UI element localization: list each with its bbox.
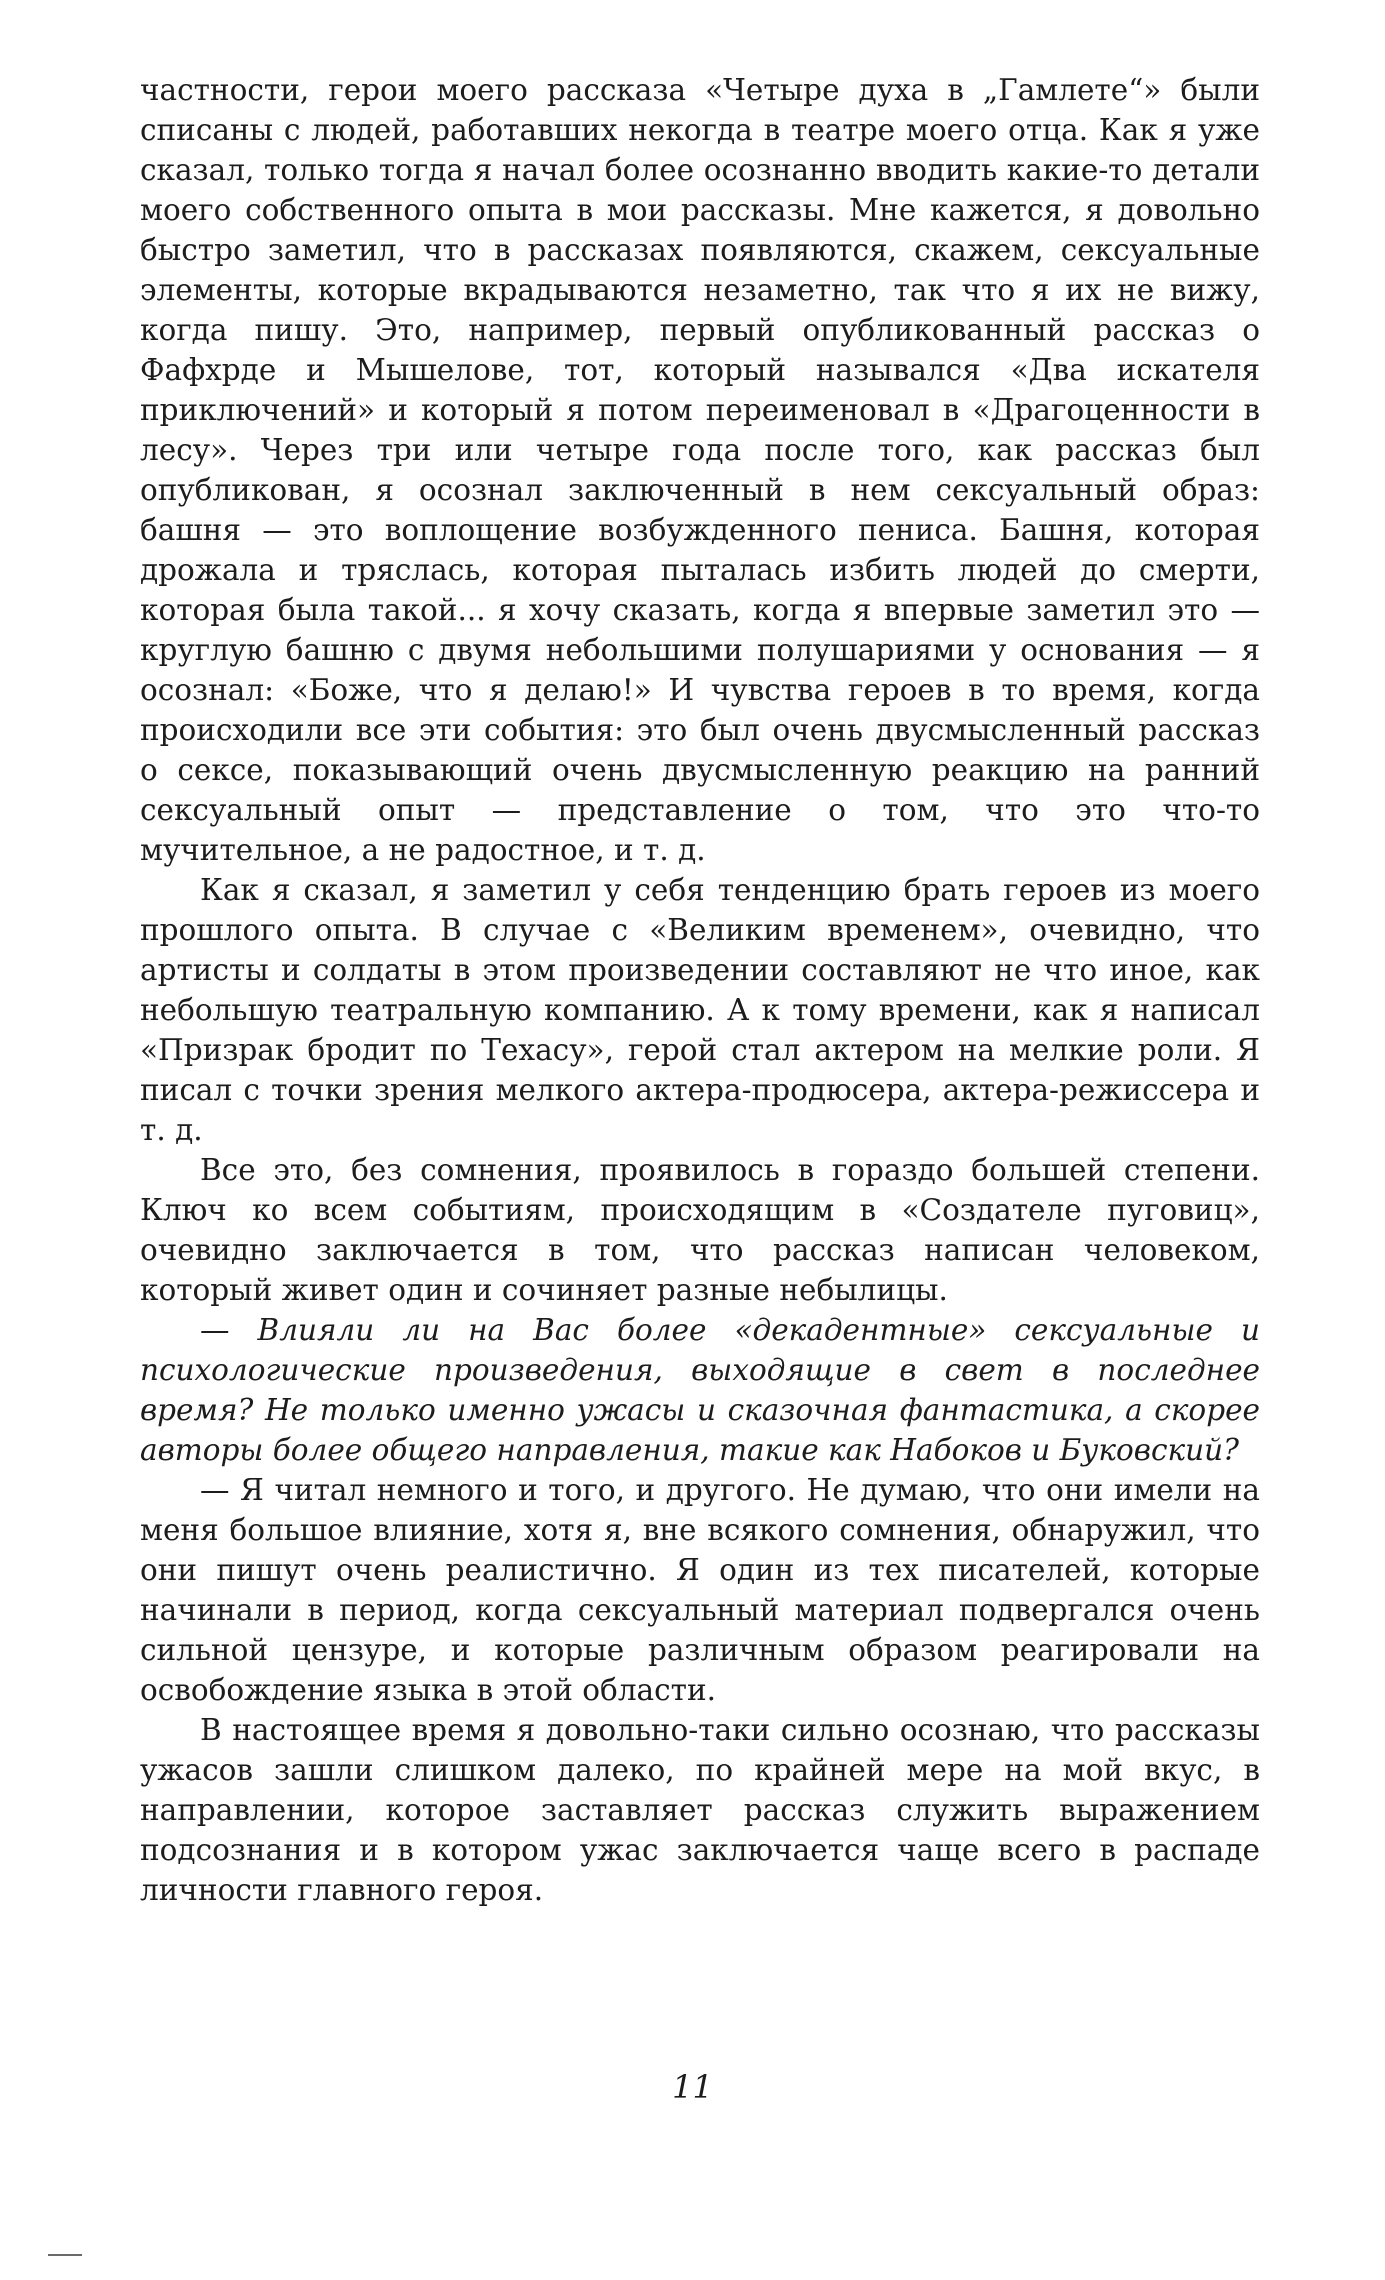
scan-edge-mark [48,2254,82,2256]
paragraph: Все это, без сомнения, проявилось в гораздо большей степени. Ключ ко всем событиям, происходящим в «Создателе пуговиц», очевидно заключается в том, что рассказ написан человеком, который живет один и сочиняет разные небылицы. [140,1153,1260,1307]
page-body [140,70,1260,1910]
page-number: 11 [672,2068,713,2106]
paragraph: Как я сказал, я заметил у себя тенденцию брать героев из моего прошлого опыта. В случае с «Великим временем», очевидно, что артисты и солдаты в этом произведении составляют не что иное, как небольшую театральную компанию. А к тому времени, как я написал «Призрак бродит по Техасу», герой стал актером на мелкие роли. Я писал с точки зрения мелкого актера-продюсера, актера-режиссера и т. д. [140,873,1260,1147]
interview-question: — Влияли ли на Вас более «декадентные» сексуальные и психологические произведения, выходящие в свет в последнее время? Не только именно ужасы и сказочная фантастика, а скорее авторы более общего направления, такие как Набоков и Буковский? [140,1313,1260,1467]
paragraph-continuation: частности, герои моего рассказа «Четыре духа в „Гамлете“» были списаны с людей, работавших некогда в театре моего отца. Как я уже сказал, только тогда я начал более осознанно вводить какие-то детали моего собственного опыта в мои рассказы. Мне кажется, я довольно быстро заметил, что в рассказах появляются, скажем, сексуальные элементы, которые вкрадываются незаметно, так что я их не вижу, когда пишу. Это, например, первый опубликованный рассказ о Фафхрде и Мышелове, тот, который назывался «Два искателя приключений» и который я потом переименовал в «Драгоценности в лесу». Через три или четыре года после того, как рассказ был опубликован, я осознал заключенный в нем сексуальный образ: башня — это воплощение возбужденного пениса. Башня, которая дрожала и тряслась, которая пыталась избить людей до смерти, которая была такой... я хочу сказать, когда я впервые заметил это — круглую башню с двумя небольшими полушариями у основания — я осознал: «Боже, что я делаю!» И чувства героев в то время, когда происходили все эти события: это был очень двусмысленный рассказ о сексе, показывающий очень двусмысленную реакцию на ранний сексуальный опыт — представление о том, что это что-то мучительное, а не радостное, и т. д. [140,73,1260,867]
paragraph: В настоящее время я довольно-таки сильно осознаю, что рассказы ужасов зашли слишком далеко, по крайней мере на мой вкус, в направлении, которое заставляет рассказ служить выражением подсознания и в котором ужас заключается чаще всего в распаде личности главного героя. [140,1713,1260,1907]
interview-answer: — Я читал немного и того, и другого. Не думаю, что они имели на меня большое влияние, хотя я, вне всякого сомнения, обнаружил, что они пишут очень реалистично. Я один из тех писателей, которые начинали в период, когда сексуальный материал подвергался очень сильной цензуре, и которые различным образом реагировали на освобождение языка в этой области. [140,1473,1260,1707]
